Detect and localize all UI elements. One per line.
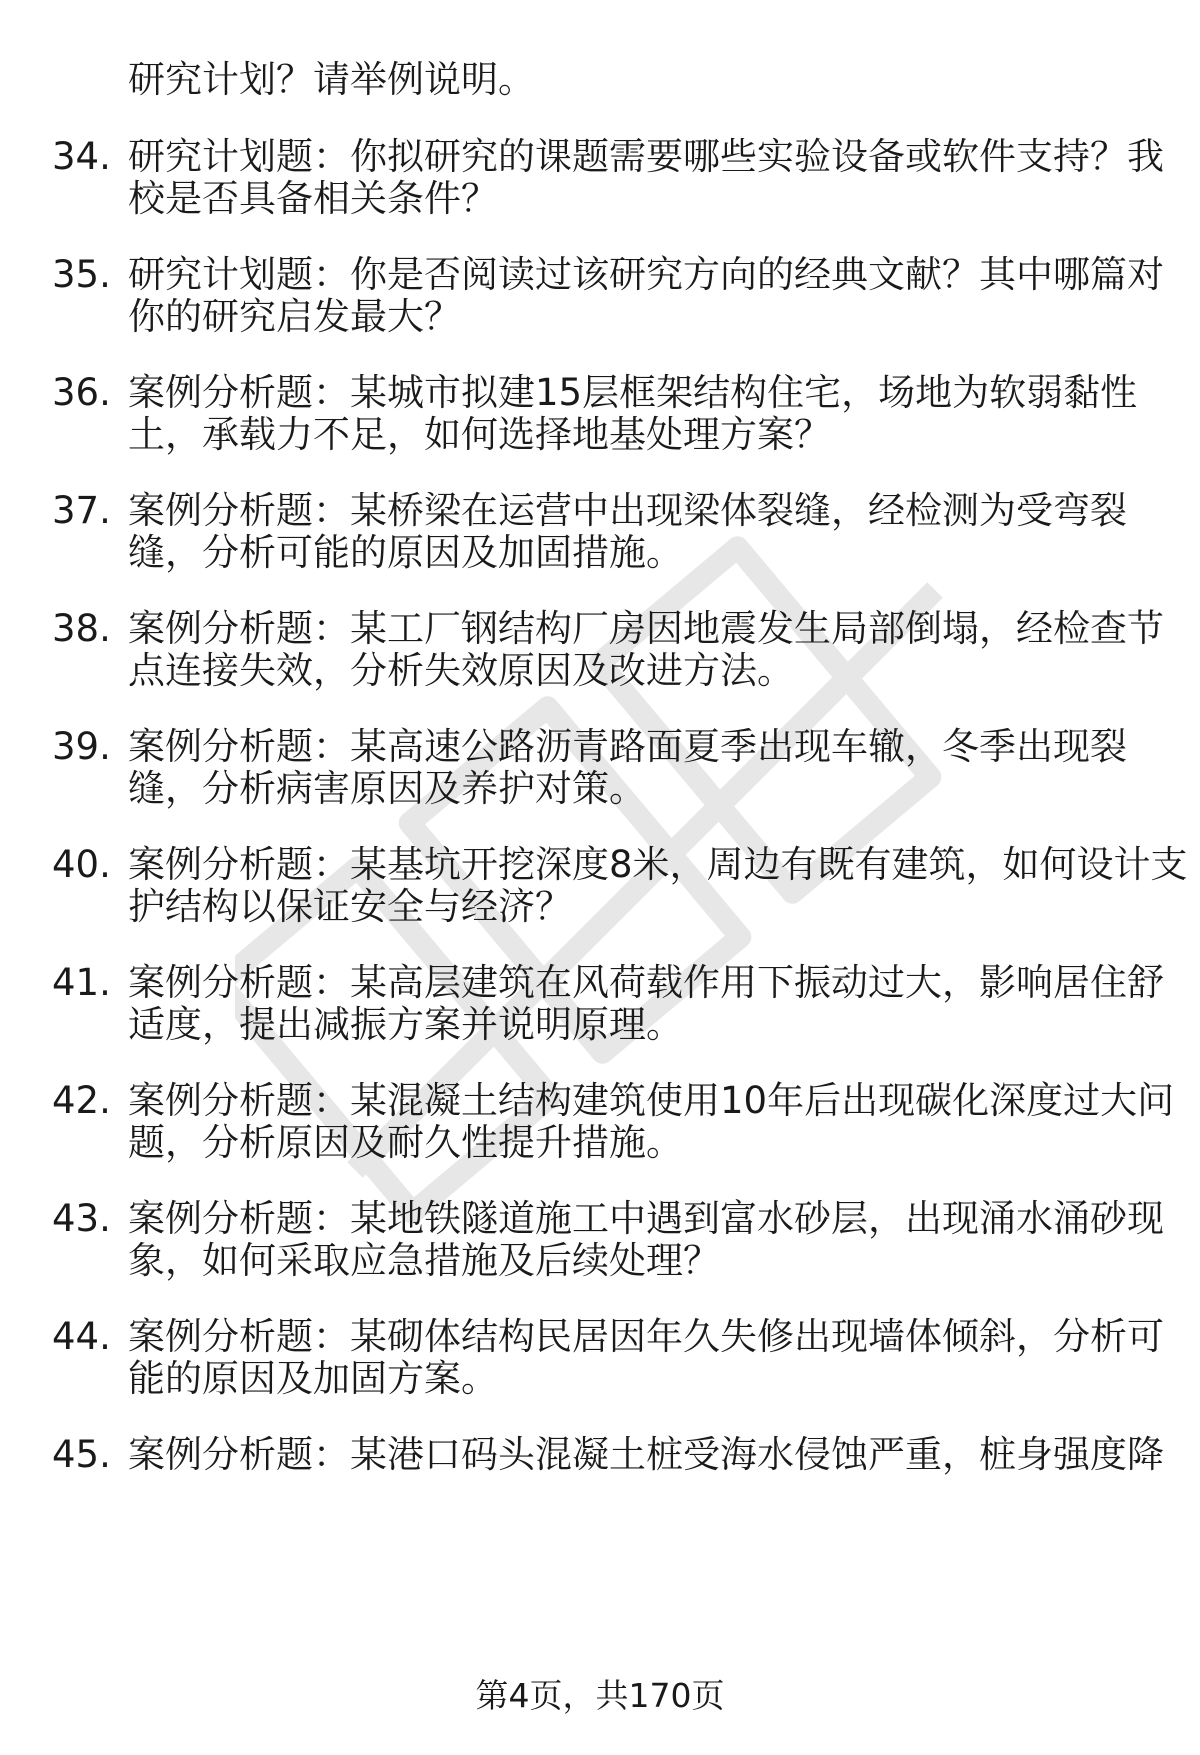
item-number: 41. xyxy=(52,961,111,1004)
item-text-line2: 能的原因及加固方案。 xyxy=(128,1357,498,1400)
item-text-line2: 土，承载力不足，如何选择地基处理方案？ xyxy=(128,413,831,456)
item-text-line1: 研究计划题：你是否阅读过该研究方向的经典文献？其中哪篇对 xyxy=(128,253,1164,296)
item-text-line1: 案例分析题：某桥梁在运营中出现梁体裂缝，经检测为受弯裂 xyxy=(128,489,1127,532)
item-text-line2: 题，分析原因及耐久性提升措施。 xyxy=(128,1121,683,1164)
item-text-line1: 案例分析题：某地铁隧道施工中遇到富水砂层，出现涌水涌砂现 xyxy=(128,1197,1164,1240)
item-text-line2: 校是否具备相关条件？ xyxy=(128,177,498,220)
item-number: 42. xyxy=(52,1079,111,1122)
item-text-line2: 象，如何采取应急措施及后续处理？ xyxy=(128,1239,720,1282)
item-text-line1: 研究计划题：你拟研究的课题需要哪些实验设备或软件支持？我 xyxy=(128,135,1164,178)
item-text-line1: 案例分析题：某工厂钢结构厂房因地震发生局部倒塌，经检查节 xyxy=(128,607,1164,650)
item-number: 34. xyxy=(52,135,111,178)
item-number: 36. xyxy=(52,371,111,414)
item-text-line1: 案例分析题：某高速公路沥青路面夏季出现车辙，冬季出现裂 xyxy=(128,725,1127,768)
item-text-line1: 案例分析题：某高层建筑在风荷载作用下振动过大，影响居住舒 xyxy=(128,961,1164,1004)
item-text-line2: 适度，提出减振方案并说明原理。 xyxy=(128,1003,683,1046)
item-text-line1: 案例分析题：某基坑开挖深度8米，周边有既有建筑，如何设计支 xyxy=(128,843,1188,886)
item-number: 43. xyxy=(52,1197,111,1240)
item-text-line1: 案例分析题：某港口码头混凝土桩受海水侵蚀严重，桩身强度降 xyxy=(128,1433,1164,1476)
item-text-line1: 案例分析题：某混凝土结构建筑使用10年后出现碳化深度过大问 xyxy=(128,1079,1175,1122)
item-number: 39. xyxy=(52,725,111,768)
item-number: 40. xyxy=(52,843,111,886)
item-number: 37. xyxy=(52,489,111,532)
item-text-line2: 护结构以保证安全与经济？ xyxy=(128,885,572,928)
item-text-line1: 案例分析题：某城市拟建15层框架结构住宅，场地为软弱黏性 xyxy=(128,371,1138,414)
item-text-line2: 点连接失效，分析失效原因及改进方法。 xyxy=(128,649,794,692)
item-text-line2: 缝，分析可能的原因及加固措施。 xyxy=(128,531,683,574)
item-number: 45. xyxy=(52,1433,111,1476)
item-text-line2: 缝，分析病害原因及养护对策。 xyxy=(128,767,646,810)
page-footer: 第4页，共170页 xyxy=(475,1676,725,1715)
item-number: 38. xyxy=(52,607,111,650)
item-number: 35. xyxy=(52,253,111,296)
item-text-line2: 你的研究启发最大？ xyxy=(128,295,461,338)
continuation-line: 研究计划？请举例说明。 xyxy=(128,58,535,101)
item-text-line1: 案例分析题：某砌体结构民居因年久失修出现墙体倾斜，分析可 xyxy=(128,1315,1164,1358)
item-number: 44. xyxy=(52,1315,111,1358)
